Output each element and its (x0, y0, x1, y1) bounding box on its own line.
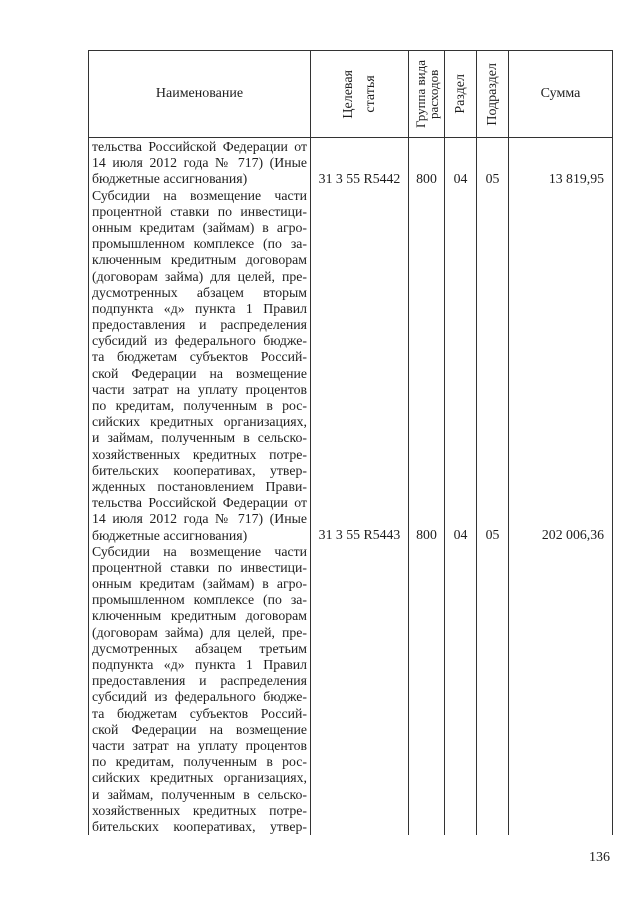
header-expense-group-line: Группа вида (412, 60, 428, 128)
header-section-line: Раздел (452, 74, 468, 114)
name-line: промышленном комплексе (по за- (92, 236, 307, 252)
name-line: процентной ставки по инвестици- (92, 203, 307, 219)
name-line: дусмотренных абзацем третьим (92, 640, 307, 656)
amount-cell (509, 138, 613, 188)
amount-cell (509, 544, 613, 835)
name-line: жденных постановлением Прави- (92, 478, 307, 494)
header-name-label: Наименование (155, 86, 244, 101)
header-subsection (477, 51, 509, 138)
table-row (89, 188, 613, 544)
name-line: ключенным кредитным договорам (92, 252, 307, 268)
name-line: предоставления и распределения (92, 317, 307, 333)
table-row (89, 138, 613, 188)
header-target-article-line: Целевая (340, 69, 356, 119)
header-section (445, 51, 477, 138)
header-amount-label: Сумма (540, 86, 581, 101)
name-line: ской Федерации на возмещение (92, 721, 307, 737)
header-expense-group-label (414, 60, 440, 128)
name-cell (89, 138, 311, 188)
name-line: промышленном комплексе (по за- (92, 592, 307, 608)
subsection-cell (477, 138, 509, 188)
expense-group-cell (409, 138, 445, 188)
name-line: ской Федерации на возмещение (92, 365, 307, 381)
header-expense-group (409, 51, 445, 138)
name-line: бюджетные ассигнования) (92, 171, 248, 187)
header-target-article (311, 51, 409, 138)
subsection-cell (477, 188, 509, 544)
name-line: Субсидии на возмещение части (92, 187, 307, 203)
name-cell (89, 544, 311, 835)
name-line: дусмотренных абзацем вторым (92, 284, 307, 300)
name-line: бюджетные ассигнования) (92, 527, 248, 543)
header-subsection-line: Подраздел (484, 62, 500, 126)
header-expense-group-line: расходов (425, 69, 441, 119)
amount-value: 202 006,36 (541, 527, 604, 543)
name-line: по кредитам, полученным в рос- (92, 398, 307, 413)
name-line: процентной ставки по инвестици- (92, 559, 307, 575)
name-line: бительских кооперативах, утвер- (92, 818, 307, 834)
target-article-cell (311, 544, 409, 835)
header-subsection-label (485, 63, 501, 126)
header-target-article-line: статья (362, 75, 378, 113)
name-line: (договорам займа) для целей, пре- (92, 268, 307, 284)
name-line: онным кредитам (займам) в агро- (92, 219, 307, 235)
name-line: 14 июля 2012 года № 717) (Иные (92, 155, 307, 171)
expense-group-value: 800 (416, 171, 437, 187)
target-article-value: 31 3 55 R5443 (318, 527, 401, 543)
name-line: и займам, полученным в сельско- (92, 786, 307, 802)
section-value: 04 (453, 527, 468, 543)
name-line: тельства Российской Федерации от (92, 495, 307, 511)
budget-table (88, 50, 613, 835)
section-cell (445, 138, 477, 188)
page-number: 136 (589, 850, 610, 865)
name-line: подпункта «д» пункта 1 Правил (92, 300, 307, 316)
name-line: (договорам займа) для целей, пре- (92, 624, 307, 640)
subsection-value: 05 (485, 527, 500, 543)
amount-cell (509, 188, 613, 544)
header-section-label (453, 74, 469, 114)
target-article-cell (311, 188, 409, 544)
section-value: 04 (453, 171, 468, 187)
expense-group-value: 800 (416, 527, 437, 543)
name-line: и займам, полученным в сельско- (92, 430, 307, 446)
header-target-article-label (338, 70, 382, 119)
name-line: хозяйственных кредитных потре- (92, 446, 307, 462)
name-line: тельства Российской Федерации от (92, 139, 307, 154)
section-cell (445, 188, 477, 544)
name-line: та бюджетам субъектов Россий- (92, 705, 307, 721)
name-line: предоставления и распределения (92, 673, 307, 689)
table-header-row (89, 51, 613, 138)
name-line: сийских кредитных организациях, (92, 770, 307, 786)
name-line: онным кредитам (займам) в агро- (92, 576, 307, 592)
expense-group-cell (409, 544, 445, 835)
section-cell (445, 544, 477, 835)
target-article-value: 31 3 55 R5442 (318, 171, 401, 187)
name-line: 14 июля 2012 года № 717) (Иные (92, 511, 307, 527)
name-line: Субсидии на возмещение части (92, 543, 307, 559)
name-line: части затрат на уплату процентов (92, 737, 307, 753)
amount-value: 13 819,95 (548, 171, 604, 187)
name-line: части затрат на уплату процентов (92, 381, 307, 397)
name-line: сийских кредитных организациях, (92, 414, 307, 430)
name-line: ключенным кредитным договорам (92, 608, 307, 624)
target-article-cell (311, 138, 409, 188)
header-amount (509, 51, 613, 138)
header-name (89, 51, 311, 138)
subsection-value: 05 (485, 171, 500, 187)
name-line: та бюджетам субъектов Россий- (92, 349, 307, 365)
name-line: подпункта «д» пункта 1 Правил (92, 657, 307, 672)
name-line: хозяйственных кредитных потре- (92, 802, 307, 818)
expense-group-cell (409, 188, 445, 544)
name-line: бительских кооперативах, утвер- (92, 462, 307, 478)
name-line: субсидий из федерального бюдже- (92, 689, 307, 705)
name-cell (89, 188, 311, 544)
table-row (89, 544, 613, 835)
name-line: субсидий из федерального бюдже- (92, 333, 307, 349)
name-line: по кредитам, полученным в рос- (92, 754, 307, 770)
subsection-cell (477, 544, 509, 835)
